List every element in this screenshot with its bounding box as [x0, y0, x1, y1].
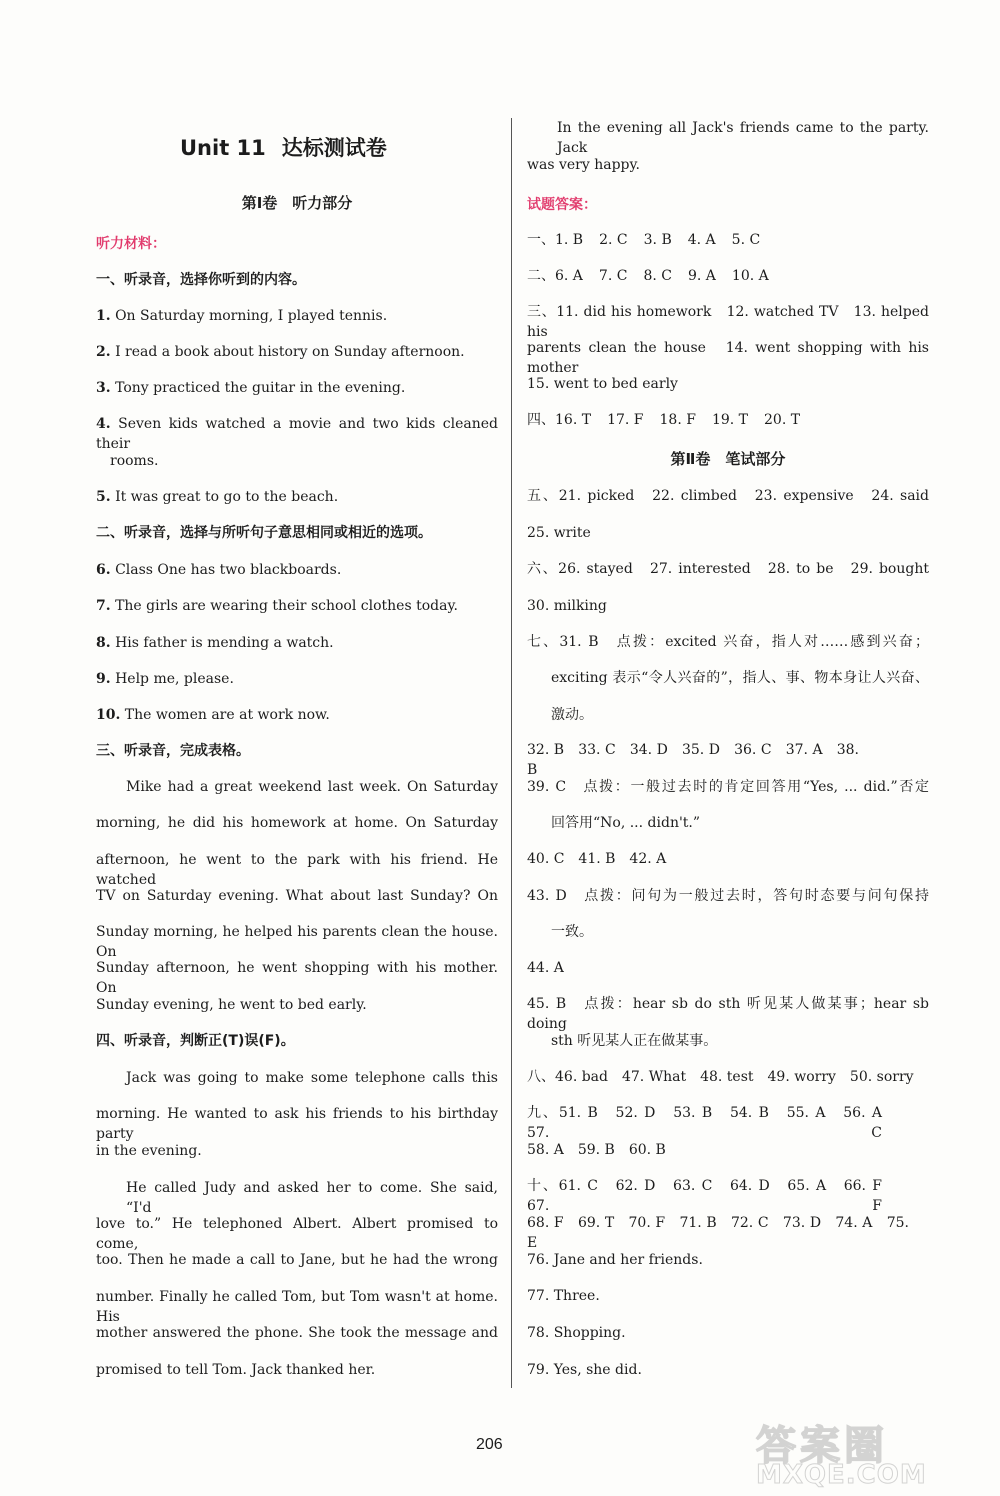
- answer-row-1: 一、1. B 2. C 3. B 4. A 5. C: [527, 232, 761, 248]
- answer-row-10: 77. Three.: [527, 1288, 600, 1304]
- watermark: [756, 1414, 992, 1494]
- watermark-url: MXQE.COM: [756, 1460, 927, 1490]
- listening-material-heading: 听力材料：: [96, 236, 166, 252]
- answer-row-7: exciting 表示“令人兴奋的”，指人、事、物本身让人兴奋、: [551, 670, 929, 686]
- answer-row-4: 四、16. T 17. F 18. F 19. T 20. T: [527, 412, 801, 428]
- q4-line: number. Finally he called Tom, but Tom wasn't at home. His: [96, 1289, 498, 1325]
- q4-line: love to.” He telephoned Albert. Albert promised to come,: [96, 1216, 498, 1252]
- q4-line: in the evening.: [96, 1143, 202, 1159]
- answer-row-7: 激动。: [551, 707, 593, 723]
- answer-row-10: 68. F 69. T 70. F 71. B 72. C 73. D 74. A 75. E: [527, 1215, 909, 1251]
- answer-row-6: 30. milking: [527, 598, 607, 614]
- answer-row-6: 六、26. stayed 27. interested 28. to be 29. bought: [527, 561, 929, 577]
- q1-item: 1. On Saturday morning, I played tennis.: [96, 308, 388, 324]
- answer-row-7: 七、31. B 点拨：excited 兴奋，指人对……感到兴奋；: [527, 634, 929, 650]
- answer-row-7: sth 听见某人正在做某事。: [551, 1033, 718, 1049]
- answer-row-9: 58. A 59. B 60. B: [527, 1142, 666, 1158]
- answer-row-7: 44. A: [527, 960, 564, 976]
- q1-item: 5. It was great to go to the beach.: [96, 489, 339, 505]
- unit-label: Unit 11: [180, 136, 266, 160]
- page-number: 206: [476, 1436, 503, 1453]
- column-divider: [511, 118, 512, 1388]
- answer-row-5: 25. write: [527, 525, 591, 541]
- q3-line: morning, he did his homework at home. On Saturday: [96, 815, 498, 831]
- answer-row-3: 三、11. did his homework 12. watched TV 13. helped his: [527, 304, 929, 340]
- q4-line: mother answered the phone. She took the message and: [96, 1325, 498, 1341]
- q2-item: 7. The girls are wearing their school clothes today.: [96, 598, 458, 614]
- q3-heading: 三、听录音，完成表格。: [96, 743, 250, 759]
- answer-row-10: 78. Shopping.: [527, 1325, 626, 1341]
- q1-item: 4. Seven kids watched a movie and two kids cleaned their: [96, 416, 498, 452]
- q3-line: afternoon, he went to the park with his friend. He watched: [96, 852, 498, 888]
- answer-row-3: 15. went to bed early: [527, 376, 678, 392]
- q2-item: 6. Class One has two blackboards.: [96, 562, 342, 578]
- answer-row-7: 45. B 点拨：hear sb do sth 听见某人做某事；hear sb doing: [527, 996, 929, 1032]
- q4-line: promised to tell Tom. Jack thanked her.: [96, 1362, 376, 1378]
- q3-line: TV on Saturday evening. What about last Sunday? On: [96, 888, 498, 904]
- q4-line: too. Then he made a call to Jane, but he had the wrong: [96, 1252, 498, 1268]
- answer-row-7: 43. D 点拨：问句为一般过去时，答句时态要与问句保持: [527, 888, 929, 904]
- answers-heading: 试题答案：: [527, 197, 597, 213]
- q2-item: 10. The women are at work now.: [96, 707, 330, 723]
- story-continuation: was very happy.: [527, 157, 640, 173]
- q2-item: 8. His father is mending a watch.: [96, 635, 334, 651]
- q4-line: Jack was going to make some telephone calls this: [126, 1070, 498, 1086]
- q4-line: morning. He wanted to ask his friends to his birthday party: [96, 1106, 498, 1142]
- answer-row-2: 二、6. A 7. C 8. C 9. A 10. A: [527, 268, 769, 284]
- q4-line: He called Judy and asked her to come. She said, “I'd: [126, 1180, 498, 1216]
- answer-row-7: 40. C 41. B 42. A: [527, 851, 667, 867]
- answer-row-7: 一致。: [551, 924, 593, 940]
- section-writing-title: 第Ⅱ卷 笔试部分: [670, 450, 786, 468]
- q1-item-cont: rooms.: [110, 453, 159, 469]
- answer-row-5: 五、21. picked 22. climbed 23. expensive 24. said: [527, 488, 929, 504]
- q1-item: 2. I read a book about history on Sunday afternoon.: [96, 344, 465, 360]
- page-title: [180, 132, 387, 162]
- answer-row-7: 32. B 33. C 34. D 35. D 36. C 37. A 38. B: [527, 742, 859, 778]
- q1-item: 3. Tony practiced the guitar in the evening.: [96, 380, 406, 396]
- q3-line: Sunday afternoon, he went shopping with his mother. On: [96, 960, 498, 996]
- test-name: 达标测试卷: [281, 136, 387, 160]
- answer-row-7: 39. C 点拨：一般过去时的肯定回答用“Yes, ... did.”否定: [527, 779, 929, 795]
- section-listening-title: 第Ⅰ卷 听力部分: [241, 194, 353, 212]
- q2-heading: 二、听录音，选择与所听句子意思相同或相近的选项。: [96, 525, 432, 541]
- answer-row-10: 十、61. C 62. D 63. C 64. D 65. A 66. F 67. F: [527, 1178, 896, 1214]
- answer-row-7: 回答用“No, ... didn't.”: [551, 815, 701, 831]
- answer-row-8: 八、46. bad 47. What 48. test 49. worry 50. sorry: [527, 1069, 914, 1085]
- watermark-logo: 答案圈: [756, 1423, 888, 1469]
- answer-row-3: parents clean the house 14. went shopping with his mother: [527, 340, 929, 376]
- q2-item: 9. Help me, please.: [96, 671, 234, 687]
- answer-row-10: 76. Jane and her friends.: [527, 1252, 703, 1268]
- q3-line: Sunday evening, he went to bed early.: [96, 997, 367, 1013]
- answer-row-10: 79. Yes, she did.: [527, 1362, 642, 1378]
- q4-heading: 四、听录音，判断正(T)误(F)。: [96, 1033, 295, 1049]
- story-continuation: In the evening all Jack's friends came to the party. Jack: [557, 120, 929, 156]
- q1-heading: 一、听录音，选择你听到的内容。: [96, 272, 306, 288]
- answer-row-9: 九、51. B 52. D 53. B 54. B 55. A 56. A 57. C: [527, 1105, 896, 1141]
- q3-line: Mike had a great weekend last week. On Saturday: [126, 779, 498, 795]
- q3-line: Sunday morning, he helped his parents clean the house. On: [96, 924, 498, 960]
